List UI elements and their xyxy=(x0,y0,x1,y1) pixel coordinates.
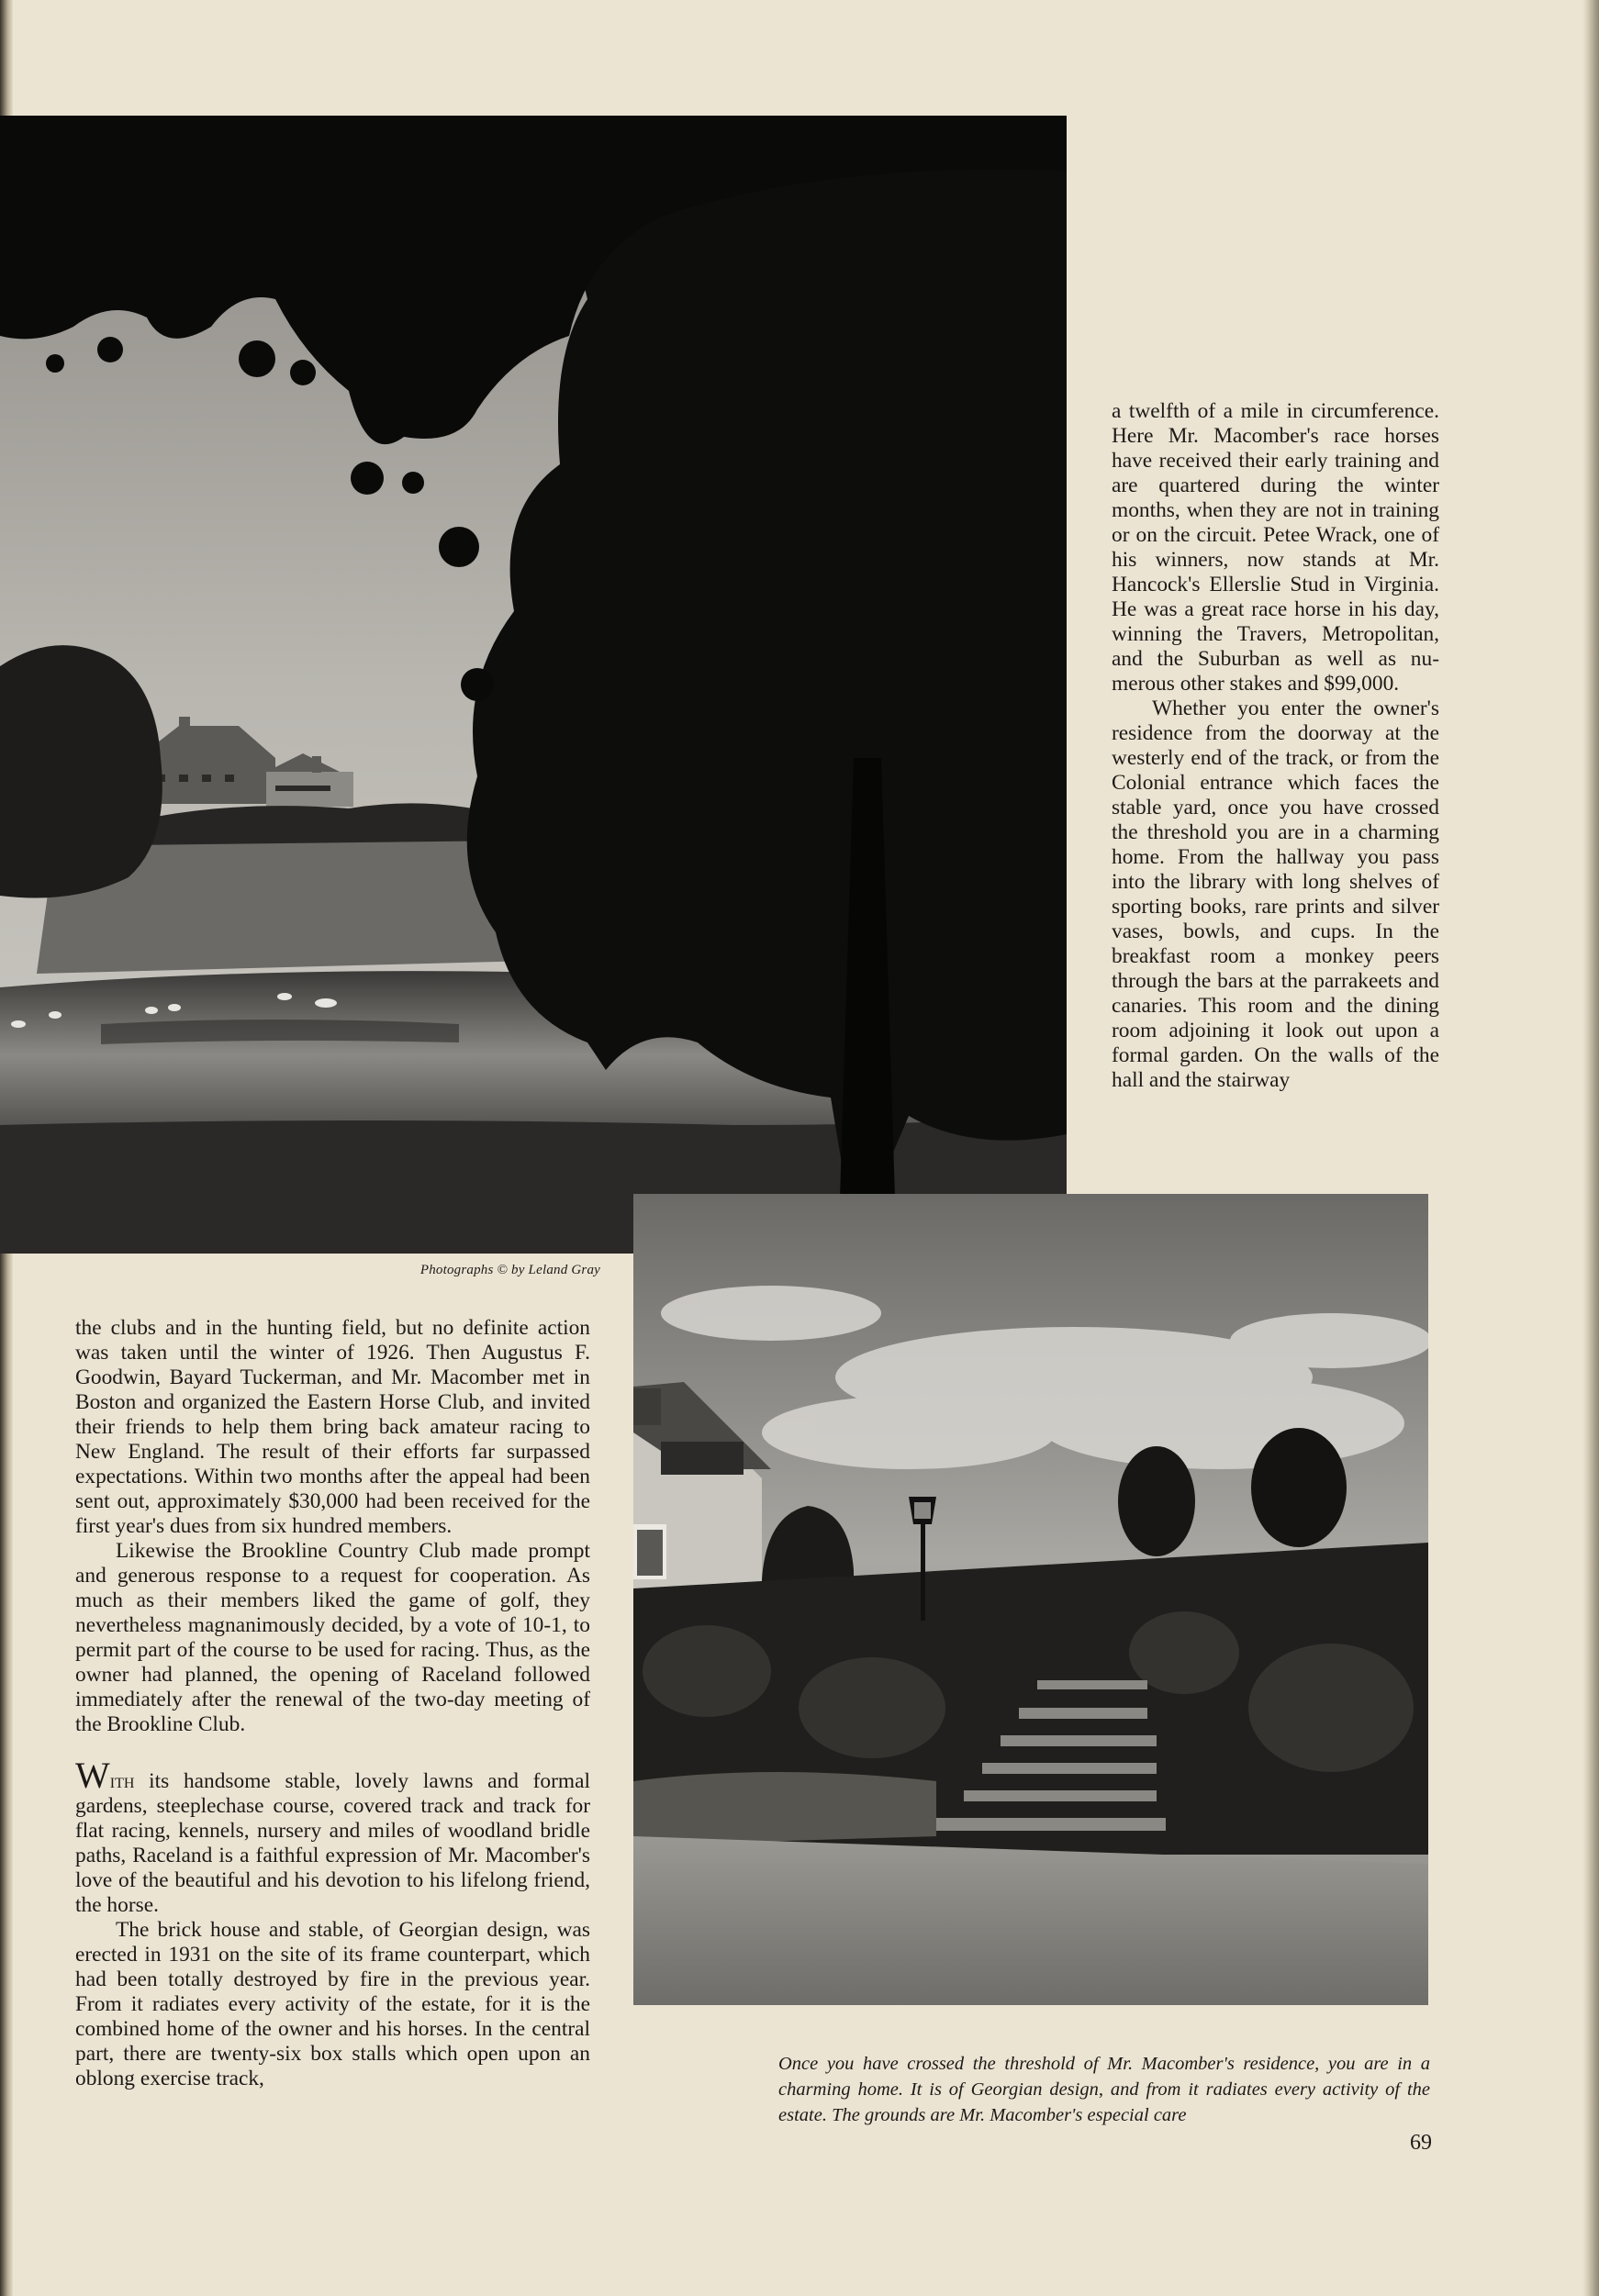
page-number: 69 xyxy=(1410,2131,1432,2155)
left-paragraph-final: The brick house and stable, of Georgian design, was erected in 1931 on the site of its frame counterpart, which had been totally destroyed by fire in the previous year. From it radiates every activity of the estate, for it is the combined home of the owner and his horses. In the central part, there are twenty-six box stalls which open upon an oblong exercise track, xyxy=(75,1918,590,2090)
left-paragraph-1: the clubs and in the hunting field, but no definite action was taken until the winter of 1926. Then Augustus F. Goodwin, Bayard Tuckerman, and Mr. Macomber met in Boston and organized the Eastern Horse Club, and invited their friends to help them bring back amateur racing to New England. The result of their efforts far surpassed expectations. Within two months after the appeal had been sent out, approximately $30,000 had been received for the first year's dues from six hundred members. xyxy=(75,1316,590,1538)
left-column-text xyxy=(75,1316,590,2091)
opening-smallcaps: ith xyxy=(109,1769,135,1793)
right-paragraph-1: a twelfth of a mile in circumference. Here Mr. Macomber's race horses have received their early training and are quartered during the winter months, when they are not in training or on the circuit. Petee Wrack, one of his winners, now stands at Mr. Hancock's Ellerslie Stud in Virginia. He was a great race horse in his day, winning the Travers, Metropolitan, and the Suburban as well as numerous other stakes and $99,000. xyxy=(1112,399,1439,696)
page-outer-edge xyxy=(1582,0,1599,2296)
right-paragraph-2: Whether you enter the owner's residence from the doorway at the westerly end of the track, or from the Colonial entrance which faces the stable yard, once you have crossed the threshold you are in a charming home. From the hallway you pass into the library with long shelves of sporting books, rare prints and silver vases, bowls, and cups. In the breakfast room a monkey peers through the bars at the parrakeets and canaries. This room and the dining room adjoining it look out upon a formal garden. On the walls of the hall and the stairway xyxy=(1112,697,1439,1092)
photo-caption: Once you have crossed the threshold of Mr. Macomber's residence, you are in a charming home. It is of Georgian design, and from it radiates every activity of the estate. The grounds are Mr. Macomber's especial care xyxy=(778,2054,1430,2125)
left-paragraph-2: Likewise the Brookline Country Club made prompt and generous response to a request for cooperation. As much as their members liked the game of golf, they nevertheless magnanimously decided, by a vote of 10-1, to permit part of the course to be used for racing. Thus, as the owner had planned, the opening of Raceland followed immediately after the renewal of the two-day meeting of the Brookline Club. xyxy=(75,1539,590,1736)
drop-cap: W xyxy=(75,1755,110,1796)
photo-credit: Photographs © by Leland Gray xyxy=(419,1263,600,1277)
right-column-text xyxy=(1112,399,1439,1093)
garden-entrance-photo xyxy=(633,1194,1428,2005)
section-opening-paragraph xyxy=(75,1755,590,1918)
estate-pond-photo xyxy=(0,116,1067,1254)
section-opening-text: its handsome stable, lovely lawns and formal gardens, steeplechase course, covered track and track for flat racing, kennels, nursery and miles of woodland bridle paths, Raceland is a faithful expression of Mr. Macomber's love of the beautiful and his devotion to his lifelong friend, the horse. xyxy=(75,1769,590,1917)
